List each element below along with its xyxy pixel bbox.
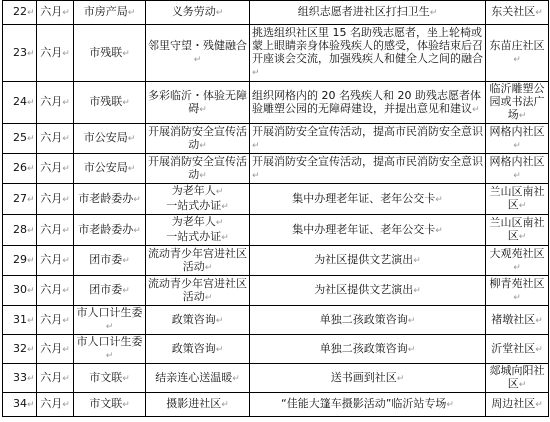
activity-content-cell bbox=[250, 82, 486, 124]
paragraph-mark-icon: ↵ bbox=[62, 315, 70, 326]
activity-name-text: 一站式办证 bbox=[166, 230, 222, 243]
paragraph-mark-icon: ↵ bbox=[535, 400, 543, 410]
activity-name-cell bbox=[146, 184, 250, 215]
row-number-text: 33 bbox=[13, 370, 27, 384]
organizer-cell bbox=[74, 364, 146, 393]
paragraph-mark-icon: ↵ bbox=[105, 351, 114, 361]
paragraph-mark-icon: ↵ bbox=[62, 344, 70, 355]
paragraph-mark-icon: ↵ bbox=[215, 344, 224, 355]
activity-name-cell bbox=[146, 393, 250, 417]
paragraph-mark-icon: ↵ bbox=[62, 225, 70, 236]
row-number-text: 25 bbox=[13, 131, 27, 144]
activity-name-cell bbox=[146, 335, 250, 364]
organizer-cell bbox=[74, 306, 146, 335]
month-text: 六月 bbox=[40, 341, 63, 355]
paragraph-mark-icon: ↵ bbox=[199, 170, 207, 181]
paragraph-mark-icon: ↵ bbox=[62, 134, 70, 144]
paragraph-mark-icon: ↵ bbox=[62, 8, 70, 18]
row-number-cell bbox=[3, 124, 37, 154]
activity-name-text: 政策咨询 bbox=[171, 312, 216, 326]
month-cell bbox=[37, 154, 74, 184]
paragraph-mark-icon: ↵ bbox=[204, 292, 213, 303]
paragraph-mark-icon: ↵ bbox=[252, 170, 260, 181]
table-row bbox=[3, 25, 549, 82]
month-cell bbox=[37, 246, 74, 276]
paragraph-mark-icon: ↵ bbox=[435, 225, 443, 236]
organizer-text: 团市委 bbox=[89, 283, 123, 296]
paragraph-mark-icon: ↵ bbox=[27, 286, 35, 296]
activity-content-cell bbox=[250, 25, 486, 82]
paragraph-mark-icon: ↵ bbox=[27, 8, 35, 18]
organizer-cell bbox=[74, 335, 146, 364]
month-cell bbox=[37, 364, 74, 393]
row-number-text: 29 bbox=[13, 253, 27, 266]
paragraph-mark-icon: ↵ bbox=[27, 344, 35, 355]
paragraph-mark-icon: ↵ bbox=[62, 194, 70, 205]
row-number-cell bbox=[3, 364, 37, 393]
activity-name-text: 为老年人 bbox=[171, 215, 216, 228]
location-text: 网格内社区 bbox=[489, 124, 545, 138]
organizer-cell bbox=[74, 276, 146, 306]
paragraph-mark-icon: ↵ bbox=[513, 140, 521, 151]
activity-name-text: 流动青少年宫进社区活动 bbox=[148, 276, 247, 303]
paragraph-mark-icon: ↵ bbox=[435, 194, 443, 205]
paragraph-mark-icon: ↵ bbox=[122, 373, 130, 384]
activity-content-text: 开展消防安全宣传活动，提高市民消防安全意识 bbox=[252, 124, 483, 138]
organizer-text: 市残联 bbox=[89, 45, 123, 59]
row-number-text: 32 bbox=[13, 341, 27, 355]
paragraph-mark-icon: ↵ bbox=[221, 233, 229, 243]
organizer-text: 市老龄委办 bbox=[78, 222, 134, 236]
activity-content-text: 为社区提供文艺演出 bbox=[314, 253, 414, 266]
location-cell bbox=[486, 246, 549, 276]
paragraph-mark-icon: ↵ bbox=[62, 286, 70, 296]
organizer-text: 市公安局 bbox=[83, 131, 128, 144]
organizer-cell bbox=[74, 25, 146, 82]
activity-name-cell bbox=[146, 306, 250, 335]
row-number-cell bbox=[3, 335, 37, 364]
row-number-cell bbox=[3, 215, 37, 246]
row-number-text: 30 bbox=[13, 283, 27, 296]
paragraph-mark-icon: ↵ bbox=[122, 286, 130, 296]
paragraph-mark-icon: ↵ bbox=[221, 400, 229, 410]
month-text: 六月 bbox=[40, 131, 63, 144]
paragraph-mark-icon: ↵ bbox=[127, 134, 136, 144]
paragraph-mark-icon: ↵ bbox=[518, 232, 527, 242]
location-text: 周边社区 bbox=[491, 397, 536, 410]
location-text: 郯城向阳社区 bbox=[489, 364, 545, 390]
location-cell bbox=[486, 1, 549, 25]
paragraph-mark-icon: ↵ bbox=[62, 400, 70, 410]
organizer-cell bbox=[74, 215, 146, 246]
month-text: 六月 bbox=[40, 253, 63, 266]
month-text: 六月 bbox=[40, 283, 63, 296]
paragraph-mark-icon: ↵ bbox=[62, 164, 70, 174]
activity-name-text: 摄影进社区 bbox=[166, 397, 222, 410]
activity-content-cell bbox=[250, 184, 486, 215]
paragraph-mark-icon: ↵ bbox=[193, 55, 202, 65]
table-row bbox=[3, 154, 549, 184]
activity-content-cell bbox=[250, 364, 486, 393]
location-cell bbox=[486, 215, 549, 246]
table-row bbox=[3, 364, 549, 393]
row-number-text: 23 bbox=[13, 45, 27, 59]
location-text: 兰山区南社区 bbox=[489, 185, 545, 211]
month-text: 六月 bbox=[40, 191, 63, 205]
activity-table-body bbox=[3, 1, 549, 417]
location-text: 东苗庄社区 bbox=[489, 39, 545, 52]
activity-name-cell bbox=[146, 124, 250, 154]
row-number-cell bbox=[3, 1, 37, 25]
paragraph-mark-icon: ↵ bbox=[27, 164, 35, 174]
month-text: 六月 bbox=[40, 397, 63, 410]
month-cell bbox=[37, 1, 74, 25]
paragraph-mark-icon: ↵ bbox=[413, 256, 421, 266]
paragraph-mark-icon: ↵ bbox=[252, 68, 260, 78]
activity-content-text: 组织网格内的 20 名残疾人和 20 助残志愿者体验雕塑公园的无障碍建设，并提出意见和建议 bbox=[252, 88, 481, 115]
activity-content-text: 组织志愿者进社区打扫卫生 bbox=[297, 5, 430, 18]
location-text: 网格内社区 bbox=[489, 154, 545, 168]
paragraph-mark-icon: ↵ bbox=[472, 104, 480, 115]
row-number-text: 24 bbox=[13, 95, 27, 108]
organizer-cell bbox=[74, 246, 146, 276]
organizer-cell bbox=[74, 184, 146, 215]
row-number-cell bbox=[3, 306, 37, 335]
activity-name-cell bbox=[146, 276, 250, 306]
activity-content-text: 集中办理老年证、老年公交卡 bbox=[292, 191, 436, 205]
row-number-cell bbox=[3, 25, 37, 82]
paragraph-mark-icon: ↵ bbox=[27, 400, 35, 410]
organizer-cell bbox=[74, 1, 146, 25]
organizer-text: 市文联 bbox=[89, 370, 123, 384]
month-text: 六月 bbox=[40, 95, 63, 108]
row-number-cell bbox=[3, 82, 37, 124]
activity-name-cell bbox=[146, 154, 250, 184]
paragraph-mark-icon: ↵ bbox=[27, 194, 35, 205]
location-cell bbox=[486, 154, 549, 184]
activity-content-text: 为社区提供文艺演出 bbox=[314, 283, 414, 296]
table-row bbox=[3, 82, 549, 124]
activity-name-cell bbox=[146, 82, 250, 124]
paragraph-mark-icon: ↵ bbox=[407, 344, 416, 355]
paragraph-mark-icon: ↵ bbox=[27, 48, 35, 59]
paragraph-mark-icon: ↵ bbox=[204, 262, 213, 273]
organizer-text: 市公安局 bbox=[83, 161, 128, 174]
organizer-text: 市人口计生委 bbox=[76, 306, 143, 319]
month-cell bbox=[37, 25, 74, 82]
table-row bbox=[3, 1, 549, 25]
table-row bbox=[3, 306, 549, 335]
row-number-cell bbox=[3, 276, 37, 306]
paragraph-mark-icon: ↵ bbox=[127, 164, 136, 174]
paragraph-mark-icon: ↵ bbox=[221, 202, 229, 212]
location-cell bbox=[486, 393, 549, 417]
paragraph-mark-icon: ↵ bbox=[429, 8, 438, 18]
location-text: 临沂雕塑公园或书法广场 bbox=[489, 82, 545, 121]
activity-name-cell bbox=[146, 246, 250, 276]
organizer-cell bbox=[74, 154, 146, 184]
paragraph-mark-icon: ↵ bbox=[122, 48, 130, 59]
paragraph-mark-icon: ↵ bbox=[62, 373, 70, 384]
row-number-text: 26 bbox=[13, 161, 27, 174]
activity-content-cell bbox=[250, 306, 486, 335]
activity-name-text: 多彩临沂・体验无障碍 bbox=[148, 88, 247, 115]
activity-name-text: 邻里守望・残健融合 bbox=[148, 39, 247, 52]
paragraph-mark-icon: ↵ bbox=[122, 256, 130, 266]
paragraph-mark-icon: ↵ bbox=[535, 8, 543, 18]
paragraph-mark-icon: ↵ bbox=[513, 170, 521, 181]
organizer-cell bbox=[74, 82, 146, 124]
paragraph-mark-icon: ↵ bbox=[27, 315, 35, 326]
table-row bbox=[3, 215, 549, 246]
row-number-text: 28 bbox=[13, 222, 27, 236]
month-cell bbox=[37, 276, 74, 306]
month-cell bbox=[37, 215, 74, 246]
location-cell bbox=[486, 364, 549, 393]
activity-name-text: 一站式办证 bbox=[166, 199, 222, 212]
activity-content-text: 单独二孩政策咨询 bbox=[319, 341, 408, 355]
paragraph-mark-icon: ↵ bbox=[27, 373, 35, 384]
activity-content-text: 开展消防安全宣传活动，提高市民消防安全意识 bbox=[252, 154, 483, 168]
paragraph-mark-icon: ↵ bbox=[62, 98, 70, 108]
row-number-cell bbox=[3, 184, 37, 215]
paragraph-mark-icon: ↵ bbox=[215, 8, 224, 18]
paragraph-mark-icon: ↵ bbox=[27, 256, 35, 266]
row-number-text: 34 bbox=[13, 397, 27, 410]
location-cell bbox=[486, 184, 549, 215]
paragraph-mark-icon: ↵ bbox=[62, 48, 70, 59]
paragraph-mark-icon: ↵ bbox=[232, 373, 240, 384]
activity-content-text: 挑选组织社区里 15 名助残志愿者，坐上轮椅或蒙上眼睛亲身体验残疾人的感受，体验结束后召开座谈会交流，加强残疾人和健全人之间的融合 bbox=[252, 26, 483, 65]
month-cell bbox=[37, 82, 74, 124]
month-text: 六月 bbox=[40, 222, 63, 236]
paragraph-mark-icon: ↵ bbox=[513, 292, 521, 303]
paragraph-mark-icon: ↵ bbox=[407, 315, 416, 326]
paragraph-mark-icon: ↵ bbox=[105, 322, 114, 332]
month-cell bbox=[37, 184, 74, 215]
month-text: 六月 bbox=[40, 45, 63, 59]
activity-content-cell bbox=[250, 393, 486, 417]
paragraph-mark-icon: ↵ bbox=[413, 286, 421, 296]
location-cell bbox=[486, 124, 549, 154]
paragraph-mark-icon: ↵ bbox=[396, 373, 405, 384]
location-cell bbox=[486, 276, 549, 306]
paragraph-mark-icon: ↵ bbox=[127, 8, 136, 18]
row-number-text: 27 bbox=[13, 191, 27, 205]
paragraph-mark-icon: ↵ bbox=[215, 315, 224, 326]
activity-content-cell bbox=[250, 1, 486, 25]
month-text: 六月 bbox=[40, 312, 63, 326]
table-row bbox=[3, 246, 549, 276]
paragraph-mark-icon: ↵ bbox=[133, 194, 141, 205]
paragraph-mark-icon: ↵ bbox=[518, 380, 527, 390]
paragraph-mark-icon: ↵ bbox=[535, 315, 543, 326]
organizer-text: 团市委 bbox=[89, 253, 123, 266]
month-cell bbox=[37, 306, 74, 335]
paragraph-mark-icon: ↵ bbox=[27, 98, 35, 108]
paragraph-mark-icon: ↵ bbox=[215, 218, 224, 228]
row-number-text: 22 bbox=[13, 5, 27, 18]
activity-name-text: 开展消防安全宣传活动 bbox=[148, 124, 247, 151]
activity-name-text: 流动青少年宫进社区活动 bbox=[148, 246, 247, 273]
activity-content-cell bbox=[250, 124, 486, 154]
paragraph-mark-icon: ↵ bbox=[446, 400, 454, 410]
location-text: 柳青苑社区 bbox=[489, 276, 545, 290]
paragraph-mark-icon: ↵ bbox=[513, 262, 521, 273]
location-text: 兰山区南社区 bbox=[489, 216, 545, 242]
activity-name-text: 政策咨询 bbox=[171, 341, 216, 355]
paragraph-mark-icon: ↵ bbox=[513, 55, 521, 65]
activity-content-text: 集中办理老年证、老年公交卡 bbox=[292, 222, 436, 236]
paragraph-mark-icon: ↵ bbox=[122, 400, 130, 410]
row-number-text: 31 bbox=[13, 312, 27, 326]
paragraph-mark-icon: ↵ bbox=[62, 256, 70, 266]
location-text: 褚墩社区 bbox=[491, 312, 536, 326]
location-cell bbox=[486, 82, 549, 124]
table-row bbox=[3, 184, 549, 215]
paragraph-mark-icon: ↵ bbox=[122, 98, 130, 108]
location-cell bbox=[486, 335, 549, 364]
table-row bbox=[3, 276, 549, 306]
activity-name-cell bbox=[146, 1, 250, 25]
table-row bbox=[3, 393, 549, 417]
activity-content-cell bbox=[250, 154, 486, 184]
location-cell bbox=[486, 25, 549, 82]
activity-name-text: 义务劳动 bbox=[171, 5, 216, 18]
organizer-text: 市残联 bbox=[89, 95, 123, 108]
activity-name-cell bbox=[146, 215, 250, 246]
paragraph-mark-icon: ↵ bbox=[535, 344, 543, 355]
month-cell bbox=[37, 335, 74, 364]
activity-name-text: 开展消防安全宣传活动 bbox=[148, 154, 247, 181]
paragraph-mark-icon: ↵ bbox=[133, 225, 141, 236]
month-text: 六月 bbox=[40, 370, 63, 384]
activity-content-cell bbox=[250, 276, 486, 306]
month-cell bbox=[37, 124, 74, 154]
row-number-cell bbox=[3, 154, 37, 184]
activity-table bbox=[2, 0, 549, 417]
table-row bbox=[3, 335, 549, 364]
row-number-cell bbox=[3, 246, 37, 276]
paragraph-mark-icon: ↵ bbox=[27, 225, 35, 236]
organizer-text: 市房产局 bbox=[83, 5, 128, 18]
table-row bbox=[3, 124, 549, 154]
activity-content-cell bbox=[250, 246, 486, 276]
month-cell bbox=[37, 393, 74, 417]
activity-content-cell bbox=[250, 335, 486, 364]
month-text: 六月 bbox=[40, 161, 63, 174]
activity-name-text: 为老年人 bbox=[171, 184, 216, 197]
location-text: 大观苑社区 bbox=[489, 246, 545, 260]
month-text: 六月 bbox=[40, 5, 63, 18]
row-number-cell bbox=[3, 393, 37, 417]
activity-content-text: 送书画到社区 bbox=[330, 370, 397, 384]
organizer-text: 市老龄委办 bbox=[78, 191, 134, 205]
organizer-text: 市文联 bbox=[89, 397, 123, 410]
activity-name-text: 结亲连心送温暖 bbox=[155, 370, 233, 384]
activity-content-cell bbox=[250, 215, 486, 246]
paragraph-mark-icon: ↵ bbox=[199, 140, 207, 151]
paragraph-mark-icon: ↵ bbox=[199, 104, 207, 115]
activity-content-text: 单独二孩政策咨询 bbox=[319, 312, 408, 326]
organizer-cell bbox=[74, 393, 146, 417]
organizer-text: 市人口计生委 bbox=[76, 335, 143, 348]
paragraph-mark-icon: ↵ bbox=[518, 201, 527, 211]
paragraph-mark-icon: ↵ bbox=[215, 187, 224, 197]
activity-content-text: “佳能大篷车摄影活动”临沂站专场 bbox=[281, 397, 447, 410]
location-text: 沂堂社区 bbox=[491, 341, 536, 355]
location-text: 东关社区 bbox=[491, 5, 536, 18]
activity-name-cell bbox=[146, 25, 250, 82]
paragraph-mark-icon: ↵ bbox=[252, 140, 260, 151]
activity-name-cell bbox=[146, 364, 250, 393]
organizer-cell bbox=[74, 124, 146, 154]
location-cell bbox=[486, 306, 549, 335]
paragraph-mark-icon: ↵ bbox=[27, 134, 35, 144]
paragraph-mark-icon: ↵ bbox=[518, 111, 527, 121]
